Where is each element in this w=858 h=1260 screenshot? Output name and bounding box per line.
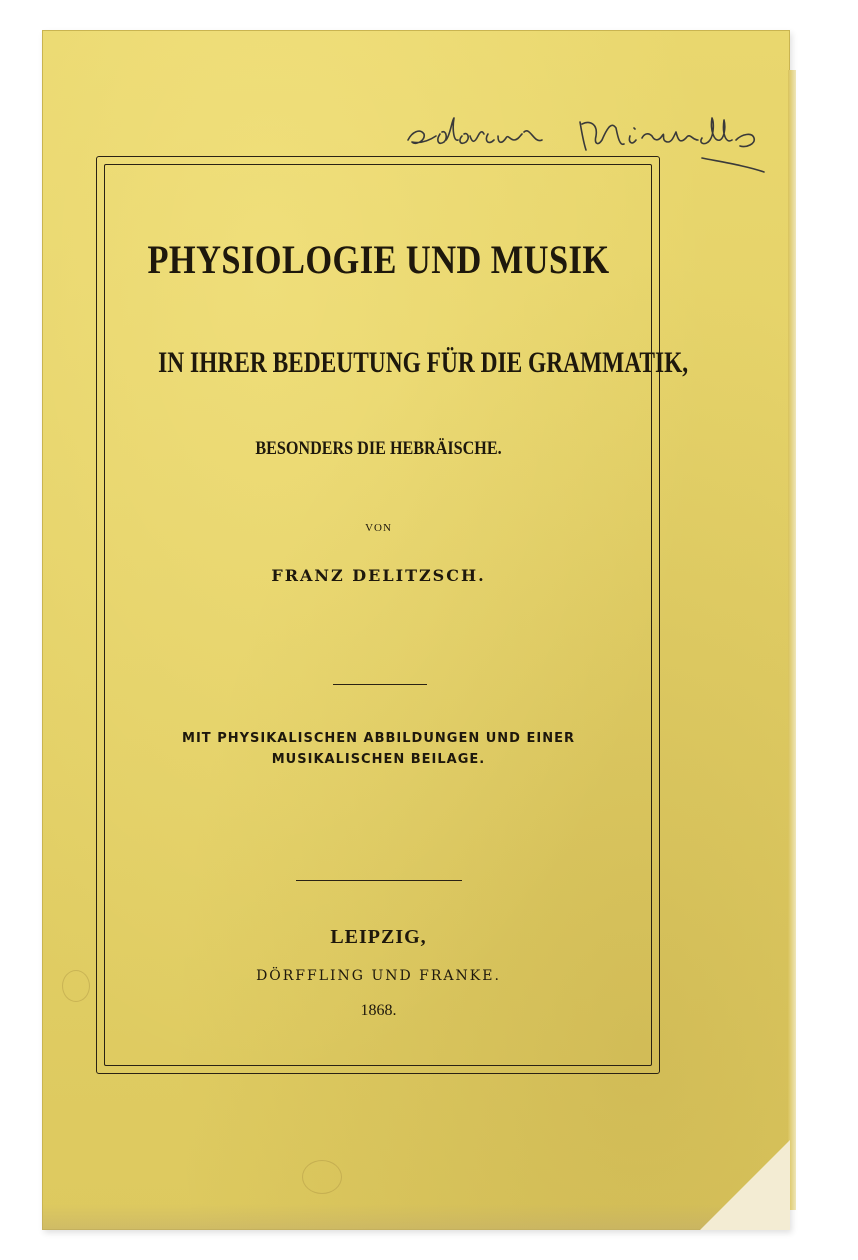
- stain-mark: [62, 970, 90, 1002]
- worn-bottom-edge: [42, 1204, 790, 1230]
- stain-mark: [302, 1160, 342, 1194]
- book-subtitle: IN IHRER BEDEUTUNG FÜR DIE GRAMMATIK,: [158, 346, 689, 379]
- publication-place: LEIPZIG,: [330, 926, 427, 948]
- by-label: VON: [365, 522, 392, 534]
- note-line: MIT PHYSIKALISCHEN ABBILDUNGEN UND EINER: [182, 731, 575, 746]
- torn-corner: [700, 1140, 790, 1230]
- publisher-name: DÖRFFLING UND FRANKE.: [256, 968, 501, 984]
- book-cover: [42, 30, 790, 1230]
- divider-rule: [296, 880, 462, 881]
- author-name: FRANZ DELITZSCH.: [271, 566, 486, 585]
- book-subsubtitle: BESONDERS DIE HEBRÄISCHE.: [255, 438, 502, 459]
- book-title: PHYSIOLOGIE UND MUSIK: [147, 237, 610, 282]
- note-line: MUSIKALISCHEN BEILAGE.: [271, 752, 486, 767]
- page-edge: [788, 70, 796, 1210]
- divider-rule: [333, 684, 427, 685]
- illustrations-note: [96, 728, 661, 770]
- publication-year: 1868.: [360, 1002, 397, 1019]
